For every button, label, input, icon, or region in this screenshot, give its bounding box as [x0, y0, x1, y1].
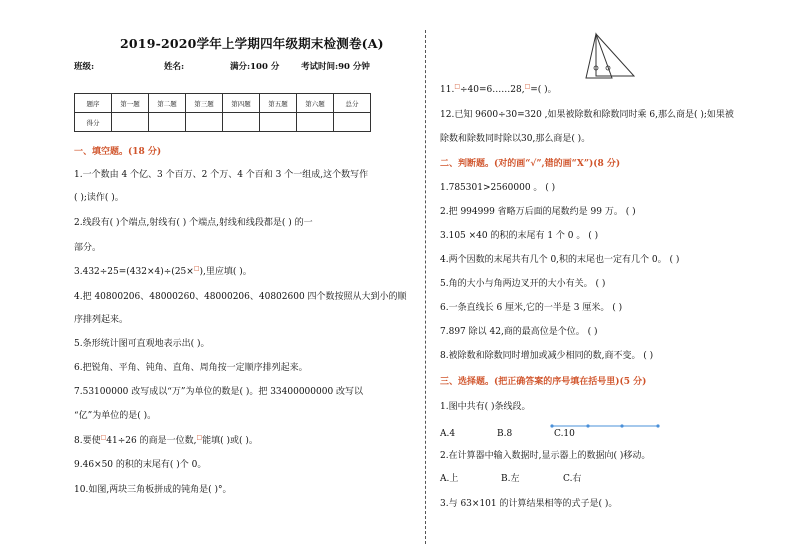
question-2-line2: 部分。	[74, 243, 102, 253]
question-11-text-mid: ÷40=6……28,	[460, 85, 525, 95]
choice-2-option-a: A.上	[440, 474, 459, 484]
score-table-row-label: 得分	[75, 113, 112, 132]
question-1-line1: 1.一个数由 4 个亿、3 个百万、2 个万、4 个百和 3 个一组成,这个数写作	[74, 170, 369, 180]
score-table-header: 总分	[334, 94, 371, 113]
judge-8: 8.被除数和除数同时增加或减少相同的数,商不变。 ( )	[440, 351, 654, 361]
question-10: 10.如图,两块三角板拼成的钝角是( )°。	[74, 485, 232, 495]
question-9: 9.46×50 的积的末尾有( )个 0。	[74, 460, 207, 470]
blank-square-icon: □	[454, 83, 460, 90]
question-11-text-end: =( )。	[530, 85, 557, 95]
judge-5: 5.角的大小与角两边叉开的大小有关。 ( )	[440, 279, 606, 289]
score-table-header: 第五题	[260, 94, 297, 113]
question-8-text: 8.要使	[74, 436, 101, 446]
question-8	[74, 433, 258, 446]
question-4-line2: 序排列起来。	[74, 315, 129, 325]
score-cell[interactable]	[223, 113, 260, 132]
score-table-header: 第一题	[112, 94, 149, 113]
score-table	[74, 93, 371, 132]
score-cell[interactable]	[260, 113, 297, 132]
choice-2-option-b: B.左	[501, 474, 520, 484]
score-table-header: 第六题	[297, 94, 334, 113]
column-divider	[425, 30, 426, 544]
page-title: 2019-2020学年上学期四年级期末检测卷(A)	[120, 36, 384, 51]
question-4-line1: 4.把 40800206、48000260、48000206、40802600 四个数按照从大到小的顺	[74, 292, 407, 302]
section-judge-title: 二、判断题。(对的画“√”,错的画“X”)(8 分)	[440, 159, 621, 169]
score-table-header: 题序	[75, 94, 112, 113]
choice-3: 3.与 63×101 的计算结果相等的式子是( )。	[440, 499, 618, 509]
question-8-text-end: 能填( )或( )。	[202, 436, 258, 446]
question-11-text: 11.	[440, 85, 455, 95]
score-cell[interactable]	[334, 113, 371, 132]
question-11	[440, 82, 557, 95]
blank-square-icon: □	[100, 434, 107, 441]
choice-2: 2.在计算器中输入数据时,显示器上的数据向( )移动。	[440, 451, 651, 461]
score-cell[interactable]	[112, 113, 149, 132]
question-7-line1: 7.53100000 改写成以“万”为单位的数是( )。把 33400000000 改写以	[74, 387, 364, 397]
class-label: 班级:	[74, 62, 95, 72]
score-table-header: 第二题	[149, 94, 186, 113]
judge-7: 7.897 除以 42,商的最高位是个位。 ( )	[440, 327, 598, 337]
question-6: 6.把锐角、平角、钝角、直角、周角按一定顺序排列起来。	[74, 363, 308, 373]
score-table-header: 第三题	[186, 94, 223, 113]
blank-square-icon: □	[196, 434, 203, 441]
section-choice-title: 三、选择题。(把正确答案的序号填在括号里)(5 分)	[440, 377, 647, 387]
judge-2: 2.把 994999 省略万后面的尾数约是 99 万。 ( )	[440, 207, 636, 217]
judge-4: 4.两个因数的末尾共有几个 0,积的末尾也一定有几个 0。 ( )	[440, 255, 680, 265]
blank-square-icon: □	[524, 83, 531, 90]
judge-1: 1.785301>2560000 。 ( )	[440, 183, 556, 193]
section-fill-in-title: 一、填空题。(18 分)	[74, 147, 162, 157]
choice-1-option-a: A.4	[440, 429, 456, 439]
question-3-text: 3.432÷25=(432×4)÷(25×	[74, 267, 194, 277]
question-12-line2: 除数和除数同时除以30,那么商是( )。	[440, 134, 591, 144]
choice-2-option-c: C.右	[563, 474, 582, 484]
question-1-line2: ( );读作( )。	[74, 193, 124, 203]
score-cell[interactable]	[149, 113, 186, 132]
score-cell[interactable]	[186, 113, 223, 132]
question-2-line1: 2.线段有( )个端点,射线有( ) 个端点,射线和线段都是( ) 的一	[74, 218, 313, 228]
time-label: 考试时间:90 分钟	[301, 62, 370, 72]
score-table-header-row	[75, 94, 371, 113]
score-label: 满分:100 分	[230, 62, 280, 72]
score-table-score-row	[75, 113, 371, 132]
triangle-rulers-figure	[582, 30, 638, 82]
score-cell[interactable]	[297, 113, 334, 132]
choice-1-option-b: B.8	[497, 429, 513, 439]
question-12-line1: 12.已知 9600÷30=320 ,如果被除数和除数同时乘 6,那么商是( );如果被	[440, 110, 734, 120]
judge-6: 6.一条直线长 6 厘米,它的一半是 3 厘米。 ( )	[440, 303, 623, 313]
question-3-text-end: ),里应填( )。	[199, 267, 252, 277]
question-7-line2: “亿”为单位的是( )。	[74, 411, 157, 421]
judge-3: 3.105 ×40 的积的末尾有 1 个 0 。 ( )	[440, 231, 599, 241]
question-5: 5.条形统计图可直观地表示出( )。	[74, 339, 210, 349]
blank-square-icon: □	[193, 265, 200, 272]
score-table-header: 第四题	[223, 94, 260, 113]
choice-1-option-c: C.10	[554, 429, 575, 439]
question-8-text-mid: 41÷26 的商是一位数,	[106, 436, 197, 446]
question-3	[74, 264, 252, 277]
name-label: 姓名:	[164, 62, 185, 72]
choice-1: 1.图中共有( )条线段。	[440, 402, 531, 412]
